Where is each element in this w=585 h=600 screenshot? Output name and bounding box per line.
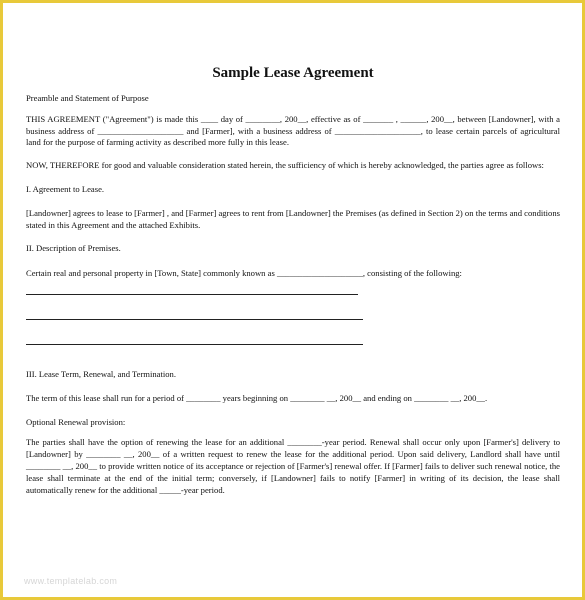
optional-renewal-body: The parties shall have the option of renewing the lease for an additional ________-year period. Renewal shall occur only upon [Farmer's] delivery to [Landowner] by ________ __, 200__ of a written request to renew the lease for the additional period. Upon said delivery, Landlord shall have until ________ __, 200__ to provide written notice of its acceptance or rejection of [Farmer's] renewal offer. If [Farmer] fails to deliver such renewal notice, the lease shall terminate at the end of the initial term; conversely, if [Landowner] fails to notify [Farmer] in writing of its decision, the lease shall automatically renew for the additional _____-year period. bbox=[26, 437, 560, 495]
section-1-heading: I. Agreement to Lease. bbox=[26, 183, 105, 194]
blank-line bbox=[26, 294, 358, 295]
page-title: Sample Lease Agreement bbox=[212, 65, 374, 81]
agreement-paragraph: THIS AGREEMENT ("Agreement") is made this ____ day of ________, 200__, effective as of _______ , ______, 200__, between [Landowner], with a business address of ____________________ and [Farmer], with a business address of ____________________, to lease certain parcels of agricultural land for the purpose of farming activity as described more fully in this lease. bbox=[26, 113, 560, 148]
section-3-body: The term of this lease shall run for a period of ________ years beginning on ________ __, 200__ and ending on ________ __, 200__. bbox=[26, 392, 488, 403]
section-2-body: Certain real and personal property in [Town, State] commonly known as ____________________, consisting of the following: bbox=[26, 268, 462, 279]
now-therefore-paragraph: NOW, THEREFORE for good and valuable consideration stated herein, the sufficiency of which is hereby acknowledged, the parties agree as follows: bbox=[26, 160, 544, 171]
section-1-body: [Landowner] agrees to lease to [Farmer] , and [Farmer] agrees to rent from [Landowner] the Premises (as defined in Section 2) on the terms and conditions stated in this Agreement and the attached Exhibits. bbox=[26, 207, 560, 230]
blank-line bbox=[26, 344, 363, 345]
blank-line bbox=[26, 319, 363, 320]
premises-blank-lines bbox=[26, 294, 560, 345]
preamble-heading: Preamble and Statement of Purpose bbox=[26, 93, 149, 103]
optional-renewal-heading: Optional Renewal provision: bbox=[26, 416, 126, 427]
section-2-heading: II. Description of Premises. bbox=[26, 243, 121, 254]
watermark: www.templatelab.com bbox=[24, 576, 118, 586]
section-3-heading: III. Lease Term, Renewal, and Termination. bbox=[26, 368, 177, 379]
document-page bbox=[3, 3, 582, 597]
